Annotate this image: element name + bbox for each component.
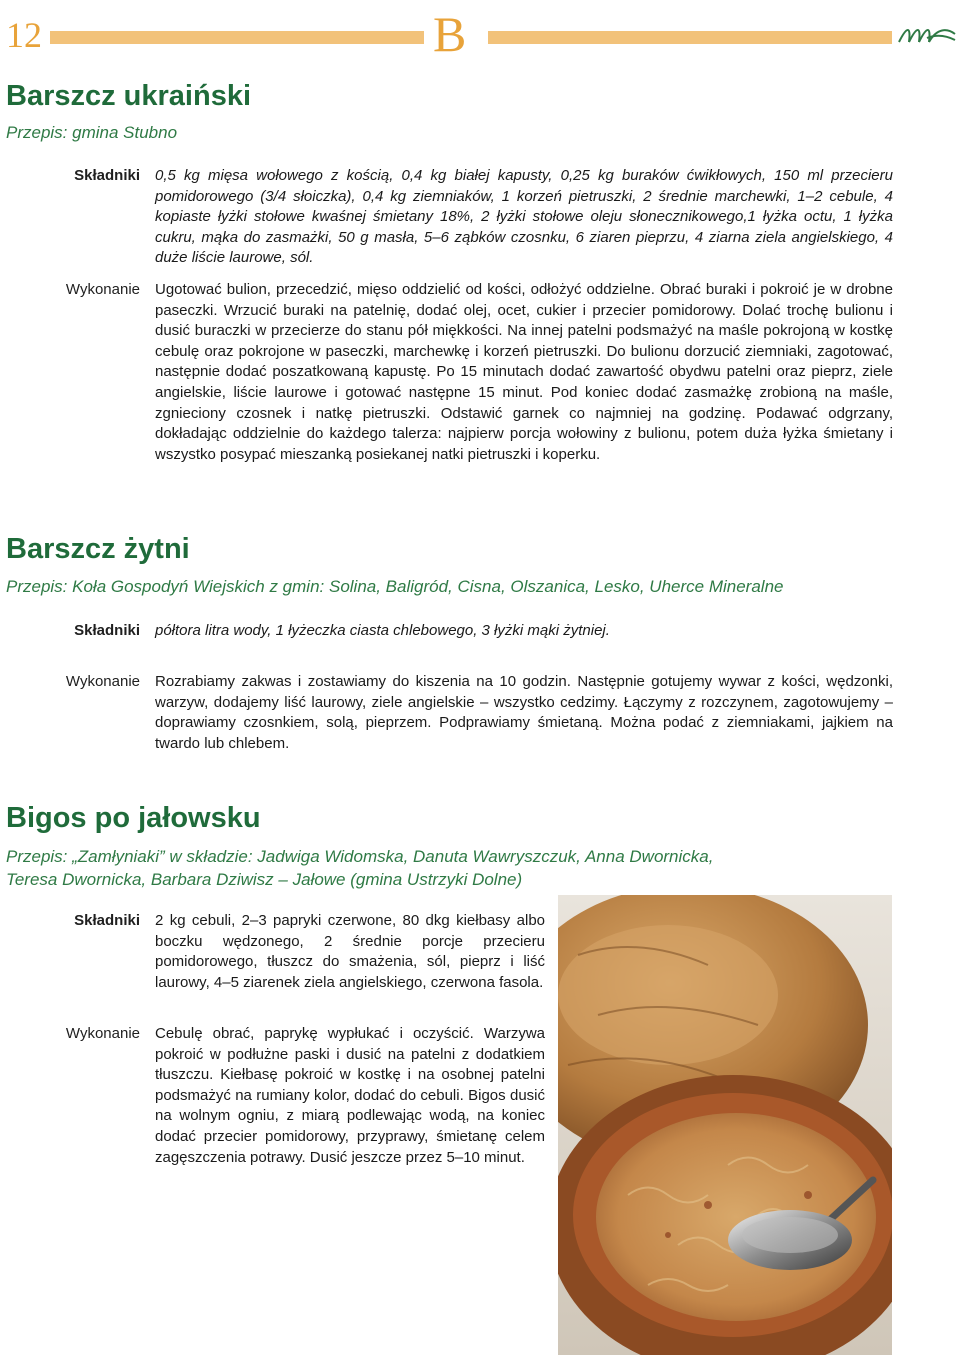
recipe-source: Przepis: Koła Gospodyń Wiejskich z gmin: Solina, Baligród, Cisna, Olszanica, Lesko, Uherce Mineralne [6,577,784,596]
header-bar-right [488,31,892,44]
ingredients-text: półtora litra wody, 1 łyżeczka ciasta chlebowego, 3 łyżki mąki żytniej. [155,622,610,639]
recipe-source: Przepis: gmina Stubno [6,123,178,142]
recipe-title: Barszcz żytni [6,533,190,565]
method-text: Rozrabiamy zakwas i zostawiamy do kiszenia na 10 godzin. Następnie gotujemy wywar z kości, wędzonki, warzyw, dodajemy liść laurowy, ziele angielskie – wszystko cedzimy. Łączymy z rozczynem, zagotowujemy – doprawiamy czosnkiem, solą, pieprzem. Podprawiamy śmietaną. Można podać z ziemniakami, jajkiem na twardo lub chlebem. [155,673,893,752]
recipe-source-line2: Teresa Dwornicka, Barbara Dziwisz – Jałowe (gmina Ustrzyki Dolne) [6,870,523,889]
ingredients-text: 2 kg cebuli, 2–3 papryki czerwone, 80 dkg kiełbasy albo boczku wędzonego, 2 średnie porcje przecieru pomidorowego, tłuszcz do smażenia, sól, pieprz i liść laurowy, 4–5 ziarenek ziela angielskiego, czerwona fasola. [155,912,545,991]
method-label: Wykonanie [65,673,140,690]
ingredients-label: Składniki [74,622,140,639]
recipe-source-line1: Przepis: „Zamłyniaki” w składzie: Jadwiga Widomska, Danuta Wawryszczuk, Anna Dwornicka, [6,847,714,866]
method-label: Wykonanie [65,281,140,298]
bigos-photo [558,895,892,1355]
ingredients-text: 0,5 kg mięsa wołowego z kością, 0,4 kg białej kapusty, 0,25 kg buraków ćwikłowych, 150 ml przecieru pomidorowego (3/4 słoiczka), 0,4 kg ziemniaków, 1 korzeń pietruszki, 2 średnie marchewki, 1–2 cebule, 4 kopiaste łyżki stołowe kwaśnej śmietany 18%, 2 łyżki stołowe oleju słonecznikowego,1 łyżka octu, 1 łyżka cukru, mąka do zasmażki, 50 g masła, 5–6 ząbków czosnku, 6 ziaren pieprzu, 4 ziarna ziela angielskiego, 4 duże liście laurowe, sól. [155,167,893,267]
method-label: Wykonanie [65,1025,140,1042]
method-text: Cebulę obrać, paprykę wypłukać i oczyścić. Warzywa pokroić w podłużne paski i dusić na patelni z dodatkiem tłuszczu. Kiełbasę pokroić w kostkę i na osobnej patelni podsmażyć na rumiany kolor, dodać do cebuli. Bigos dusić na wolnym ogniu, z miarą podlewając wodą, na koniec dodać przecier pomidorowy, przyprawy, śmietanę celem zagęszczenia potrawy. Dusić jeszcze przez 5–10 minut. [155,1025,545,1166]
recipe-title: Bigos po jałowsku [6,802,261,834]
header-bar-left [50,31,424,44]
method-text: Ugotować bulion, przecedzić, mięso oddzielić od kości, odłożyć oddzielne. Obrać buraki i pokroić je w drobne paseczki. Wrzucić buraki na patelnię, dodać olej, ocet, cukier i przecier pomidorowy. Dolać trochę bulionu i dusić buraczki w przecierze do stanu pół miękkości. Na innej patelni podsmażyć na maśle pokrojoną w kostkę cebulę oraz pokrojone w paseczki, marchewkę i korzeń pietruszki. Do bulionu dorzucić ziemniaki, zagotować, następnie dodać poszatkowaną kapustę. Po 15 minutach dodać zawartość obydwu patelni oraz pieprz, ziele angielskie, liście laurowe i gotować następne 15 minut. Pod koniec dodać zasmażkę zrobioną na maśle, zgnieciony czosnek i natkę pietruszki. Odstawić garnek co najmniej na godzinę. Podawać odgrzany, dokładając oddzielnie do każdego talerza: najpierw porcja wołowiny z bulionu, potem duża łyżka śmietany i wszystko posypać mieszanką posiekanej natki pietruszki i koperku. [155,281,893,463]
ingredients-label: Składniki [74,167,140,184]
ingredients-label: Składniki [74,912,140,929]
page-number: 12 [6,15,42,55]
leaf-ornament-icon [897,22,957,46]
section-letter: B [433,6,467,62]
recipe-title: Barszcz ukraiński [6,80,252,112]
